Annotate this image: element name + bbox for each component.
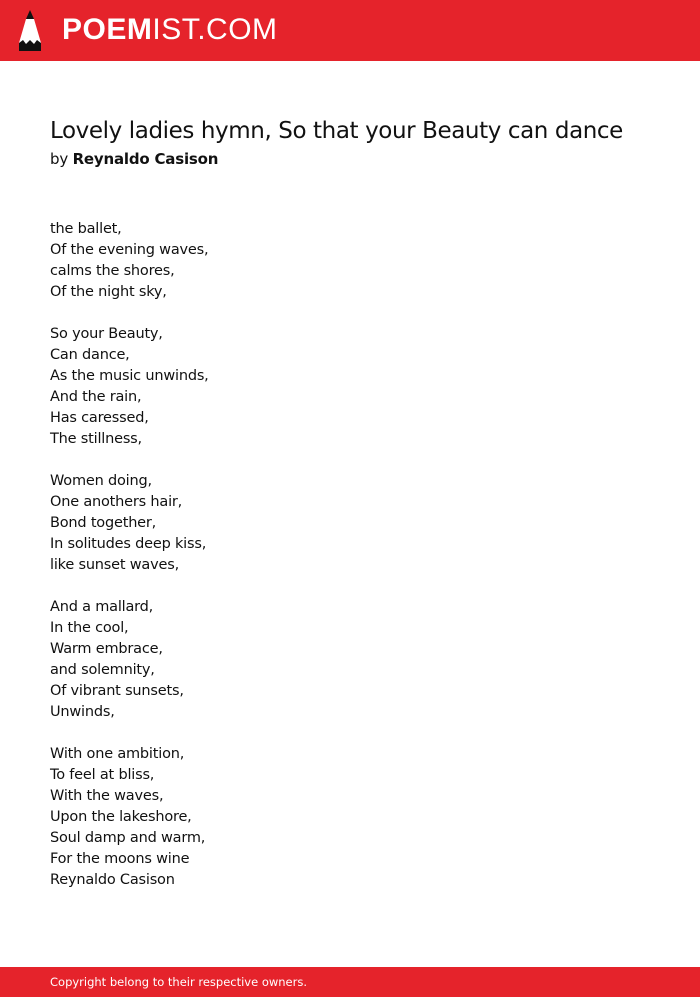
poem-line: For the moons wine [50,851,190,867]
poem-stanza [50,471,209,576]
copyright-notice: Copyright belong to their respective owners. [50,975,308,989]
poem-line: Can dance, [50,347,130,363]
byline [50,149,218,169]
poem-line: With the waves, [50,788,164,804]
poem-line: and solemnity, [50,662,155,678]
site-header [0,0,700,61]
poem-line: In the cool, [50,620,129,636]
byline-prefix: by [50,150,68,168]
site-footer [0,967,700,997]
poem-line: Soul damp and warm, [50,830,206,846]
poem-line: And a mallard, [50,599,154,615]
poem-line: One anothers hair, [50,494,183,510]
poem-line: In solitudes deep kiss, [50,536,207,552]
poem-line: So your Beauty, [50,326,163,342]
poem-line: Of vibrant sunsets, [50,683,184,699]
brand-strong: POEM [62,13,153,46]
poem-line: calms the shores, [50,263,175,279]
poem-line: As the music unwinds, [50,368,209,384]
brand-rest: IST.COM [152,13,278,46]
pencil-tip-icon[interactable] [18,10,42,51]
poem-stanza [50,597,209,723]
poem-stanza [50,744,209,891]
poem-line: Upon the lakeshore, [50,809,192,825]
poem-stanza [50,219,209,303]
poem-stanza [50,324,209,450]
poem-line: Has caressed, [50,410,149,426]
poem-line: With one ambition, [50,746,185,762]
poem-line: Unwinds, [50,704,115,720]
poem-line: Bond together, [50,515,157,531]
poem-line: Of the night sky, [50,284,167,300]
poem-line: Warm embrace, [50,641,163,657]
poem-title: Lovely ladies hymn, So that your Beauty can dance [50,118,623,144]
poem-body [50,219,209,891]
poem-line: Of the evening waves, [50,242,209,258]
poem-line: like sunset waves, [50,557,179,573]
author-name[interactable]: Reynaldo Casison [72,150,219,168]
poem-line: And the rain, [50,389,142,405]
poem-line: Reynaldo Casison [50,872,175,888]
poem-line: Women doing, [50,473,152,489]
poem-line: the ballet, [50,221,122,237]
poem-line: The stillness, [50,431,142,447]
poem-line: To feel at bliss, [50,767,155,783]
site-logo[interactable] [62,13,278,47]
